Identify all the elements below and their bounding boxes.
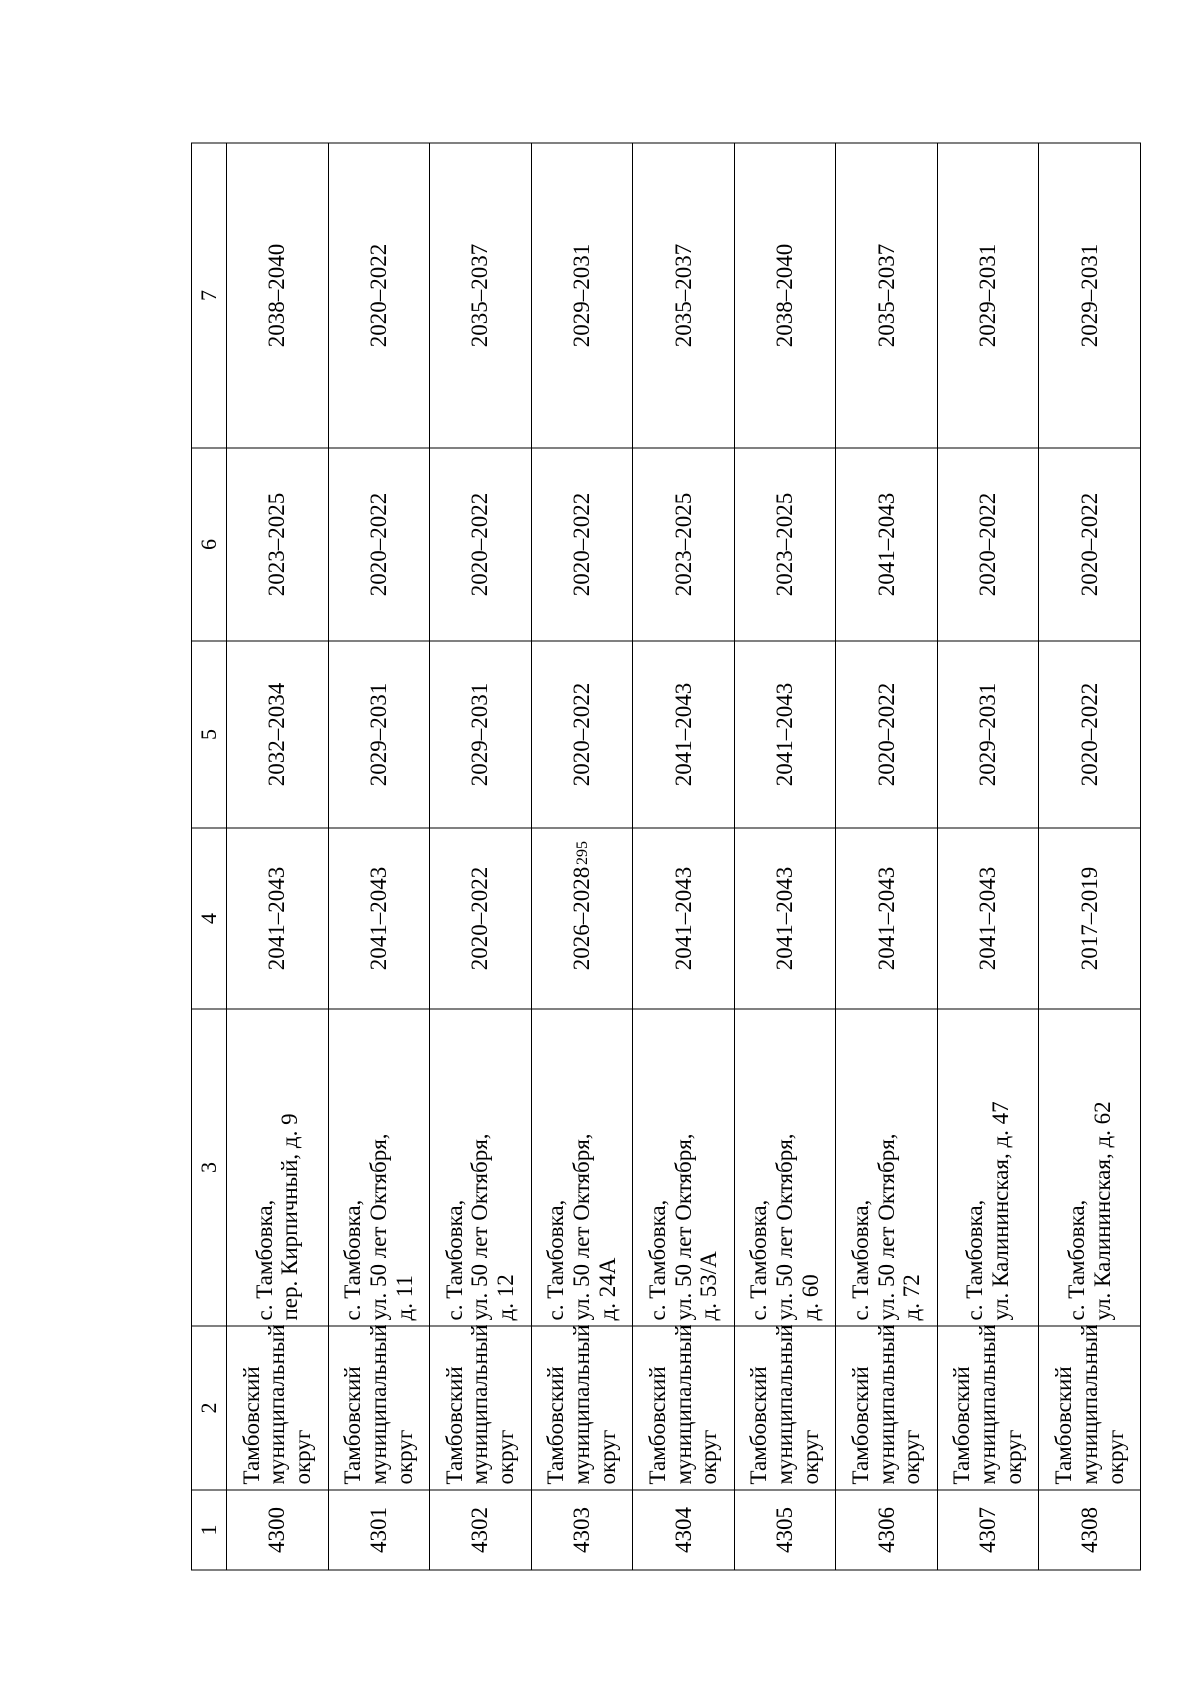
cell-line: д. 53/А (696, 1251, 722, 1321)
cell-line: муниципальный (873, 1324, 899, 1485)
cell-line: округ (493, 1429, 519, 1485)
period-cell-c5: 2041–2043 (633, 641, 735, 828)
row-number-cell: 4303 (531, 1490, 633, 1570)
cell-line: с. Тамбовка, (340, 1199, 366, 1321)
cell-line: д. 72 (899, 1274, 925, 1321)
period-cell-c7: 2035–2037 (430, 143, 532, 448)
period-cell-c4: 2041–2043 (734, 828, 836, 1009)
column-number-row (192, 143, 227, 1570)
cell-line: д. 24А (594, 1257, 620, 1321)
period-cell-c7: 2035–2037 (836, 143, 938, 448)
period-cell-c4: 2041–2043 (328, 828, 430, 1009)
cell-line: Тамбовский (441, 1366, 467, 1485)
period-cell-c6: 2020–2022 (531, 448, 633, 641)
column-header: 2 (192, 1326, 227, 1490)
cell-line: с. Тамбовка, (441, 1199, 467, 1321)
district-cell (734, 1326, 836, 1490)
period-cell-c6: 2023–2025 (227, 448, 329, 641)
table-row (227, 143, 329, 1570)
cell-line: муниципальный (569, 1324, 595, 1485)
period-cell-c7: 2020–2022 (328, 143, 430, 448)
period-cell-c4: 2041–2043 (836, 828, 938, 1009)
period-cell-c6: 2041–2043 (836, 448, 938, 641)
period-cell-c6: 2020–2022 (937, 448, 1039, 641)
district-cell (633, 1326, 735, 1490)
address-cell (937, 1009, 1039, 1326)
row-number-cell: 4307 (937, 1490, 1039, 1570)
cell-line: Тамбовский (340, 1366, 366, 1485)
address-cell (836, 1009, 938, 1326)
cell-line: округ (290, 1429, 316, 1485)
cell-line: округ (899, 1429, 925, 1485)
cell-line: д. 11 (391, 1275, 417, 1321)
period-cell-c5: 2032–2034 (227, 641, 329, 828)
row-number-cell: 4308 (1039, 1490, 1141, 1570)
period-cell-c7: 2035–2037 (633, 143, 735, 448)
cell-line: с. Тамбовка, (746, 1199, 772, 1321)
column-header: 5 (192, 641, 227, 828)
cell-line: муниципальный (365, 1324, 391, 1485)
address-cell (328, 1009, 430, 1326)
cell-line: муниципальный (264, 1324, 290, 1485)
cell-line: Тамбовский (543, 1366, 569, 1485)
table-row (430, 143, 532, 1570)
period-cell-c5: 2041–2043 (734, 641, 836, 828)
address-cell (1039, 1009, 1141, 1326)
address-cell (531, 1009, 633, 1326)
district-cell (430, 1326, 532, 1490)
cell-line: муниципальный (467, 1324, 493, 1485)
table-row (633, 143, 735, 1570)
row-number-cell: 4300 (227, 1490, 329, 1570)
period-cell-c6: 2023–2025 (734, 448, 836, 641)
cell-line: Тамбовский (949, 1366, 975, 1485)
cell-line: муниципальный (670, 1324, 696, 1485)
district-cell (836, 1326, 938, 1490)
cell-line: округ (797, 1429, 823, 1485)
row-number-cell: 4304 (633, 1490, 735, 1570)
cell-line: округ (1102, 1429, 1128, 1485)
column-header: 4 (192, 828, 227, 1009)
cell-line: Тамбовский (238, 1366, 264, 1485)
period-cell-c4: 2026–2028 (531, 828, 633, 1009)
column-header: 7 (192, 143, 227, 448)
address-cell (430, 1009, 532, 1326)
period-cell-c5: 2029–2031 (937, 641, 1039, 828)
cell-line: Тамбовский (746, 1366, 772, 1485)
cell-line: муниципальный (975, 1324, 1001, 1485)
cell-line: округ (1000, 1429, 1026, 1485)
cell-line: ул. 50 лет Октября, (365, 1133, 391, 1321)
table-row (836, 143, 938, 1570)
cell-line: ул. 50 лет Октября, (670, 1133, 696, 1321)
cell-line: с. Тамбовка, (644, 1199, 670, 1321)
table-row (937, 143, 1039, 1570)
address-cell (227, 1009, 329, 1326)
district-cell (1039, 1326, 1141, 1490)
cell-line: пер. Кирпичный, д. 9 (277, 1113, 303, 1321)
cell-line: ул. 50 лет Октября, (772, 1133, 798, 1321)
district-cell (937, 1326, 1039, 1490)
period-cell-c7: 2029–2031 (531, 143, 633, 448)
period-cell-c6: 2020–2022 (328, 448, 430, 641)
table-row (531, 143, 633, 1570)
cell-line: округ (594, 1429, 620, 1485)
column-header: 6 (192, 448, 227, 641)
rotated-table-container (191, 144, 1141, 1571)
district-cell (531, 1326, 633, 1490)
cell-line: ул. Калининская, д. 62 (1089, 1101, 1115, 1321)
cell-line: д. 60 (797, 1274, 823, 1321)
period-cell-c7: 2029–2031 (937, 143, 1039, 448)
row-number-cell: 4301 (328, 1490, 430, 1570)
cell-line: ул. 50 лет Октября, (467, 1133, 493, 1321)
period-cell-c7: 2038–2040 (227, 143, 329, 448)
cell-line: Тамбовский (644, 1366, 670, 1485)
cell-line: Тамбовский (1051, 1366, 1077, 1485)
cell-line: с. Тамбовка, (847, 1199, 873, 1321)
housing-register-table (191, 143, 1141, 1571)
table-body (192, 143, 1141, 1570)
cell-line: д. 12 (493, 1274, 519, 1321)
period-cell-c4: 2041–2043 (633, 828, 735, 1009)
cell-line: Тамбовский (847, 1366, 873, 1485)
period-cell-c4: 2041–2043 (937, 828, 1039, 1009)
cell-line: с. Тамбовка, (962, 1199, 988, 1321)
district-cell (328, 1326, 430, 1490)
period-cell-c6: 2020–2022 (430, 448, 532, 641)
district-cell (227, 1326, 329, 1490)
table-row (328, 143, 430, 1570)
period-cell-c5: 2029–2031 (430, 641, 532, 828)
period-cell-c5: 2020–2022 (531, 641, 633, 828)
period-cell-c6: 2020–2022 (1039, 448, 1141, 641)
row-number-cell: 4306 (836, 1490, 938, 1570)
cell-line: ул. 50 лет Октября, (873, 1133, 899, 1321)
cell-line: ул. Калининская, д. 47 (988, 1101, 1014, 1321)
cell-line: ул. 50 лет Октября, (569, 1133, 595, 1321)
period-cell-c5: 2029–2031 (328, 641, 430, 828)
period-cell-c7: 2029–2031 (1039, 143, 1141, 448)
cell-line: округ (391, 1429, 417, 1485)
cell-line: с. Тамбовка, (1063, 1199, 1089, 1321)
period-cell-c4: 2041–2043 (227, 828, 329, 1009)
cell-line: с. Тамбовка, (543, 1199, 569, 1321)
column-header: 1 (192, 1490, 227, 1570)
period-cell-c7: 2038–2040 (734, 143, 836, 448)
table-row (1039, 143, 1141, 1570)
address-cell (734, 1009, 836, 1326)
page-number: 295 (574, 841, 591, 865)
cell-line: муниципальный (1076, 1324, 1102, 1485)
cell-line: округ (696, 1429, 722, 1485)
row-number-cell: 4302 (430, 1490, 532, 1570)
cell-line: с. Тамбовка, (251, 1199, 277, 1321)
period-cell-c4: 2020–2022 (430, 828, 532, 1009)
period-cell-c4: 2017–2019 (1039, 828, 1141, 1009)
table-row (734, 143, 836, 1570)
column-header: 3 (192, 1009, 227, 1326)
row-number-cell: 4305 (734, 1490, 836, 1570)
period-cell-c5: 2020–2022 (1039, 641, 1141, 828)
cell-line: муниципальный (772, 1324, 798, 1485)
address-cell (633, 1009, 735, 1326)
period-cell-c6: 2023–2025 (633, 448, 735, 641)
period-cell-c5: 2020–2022 (836, 641, 938, 828)
